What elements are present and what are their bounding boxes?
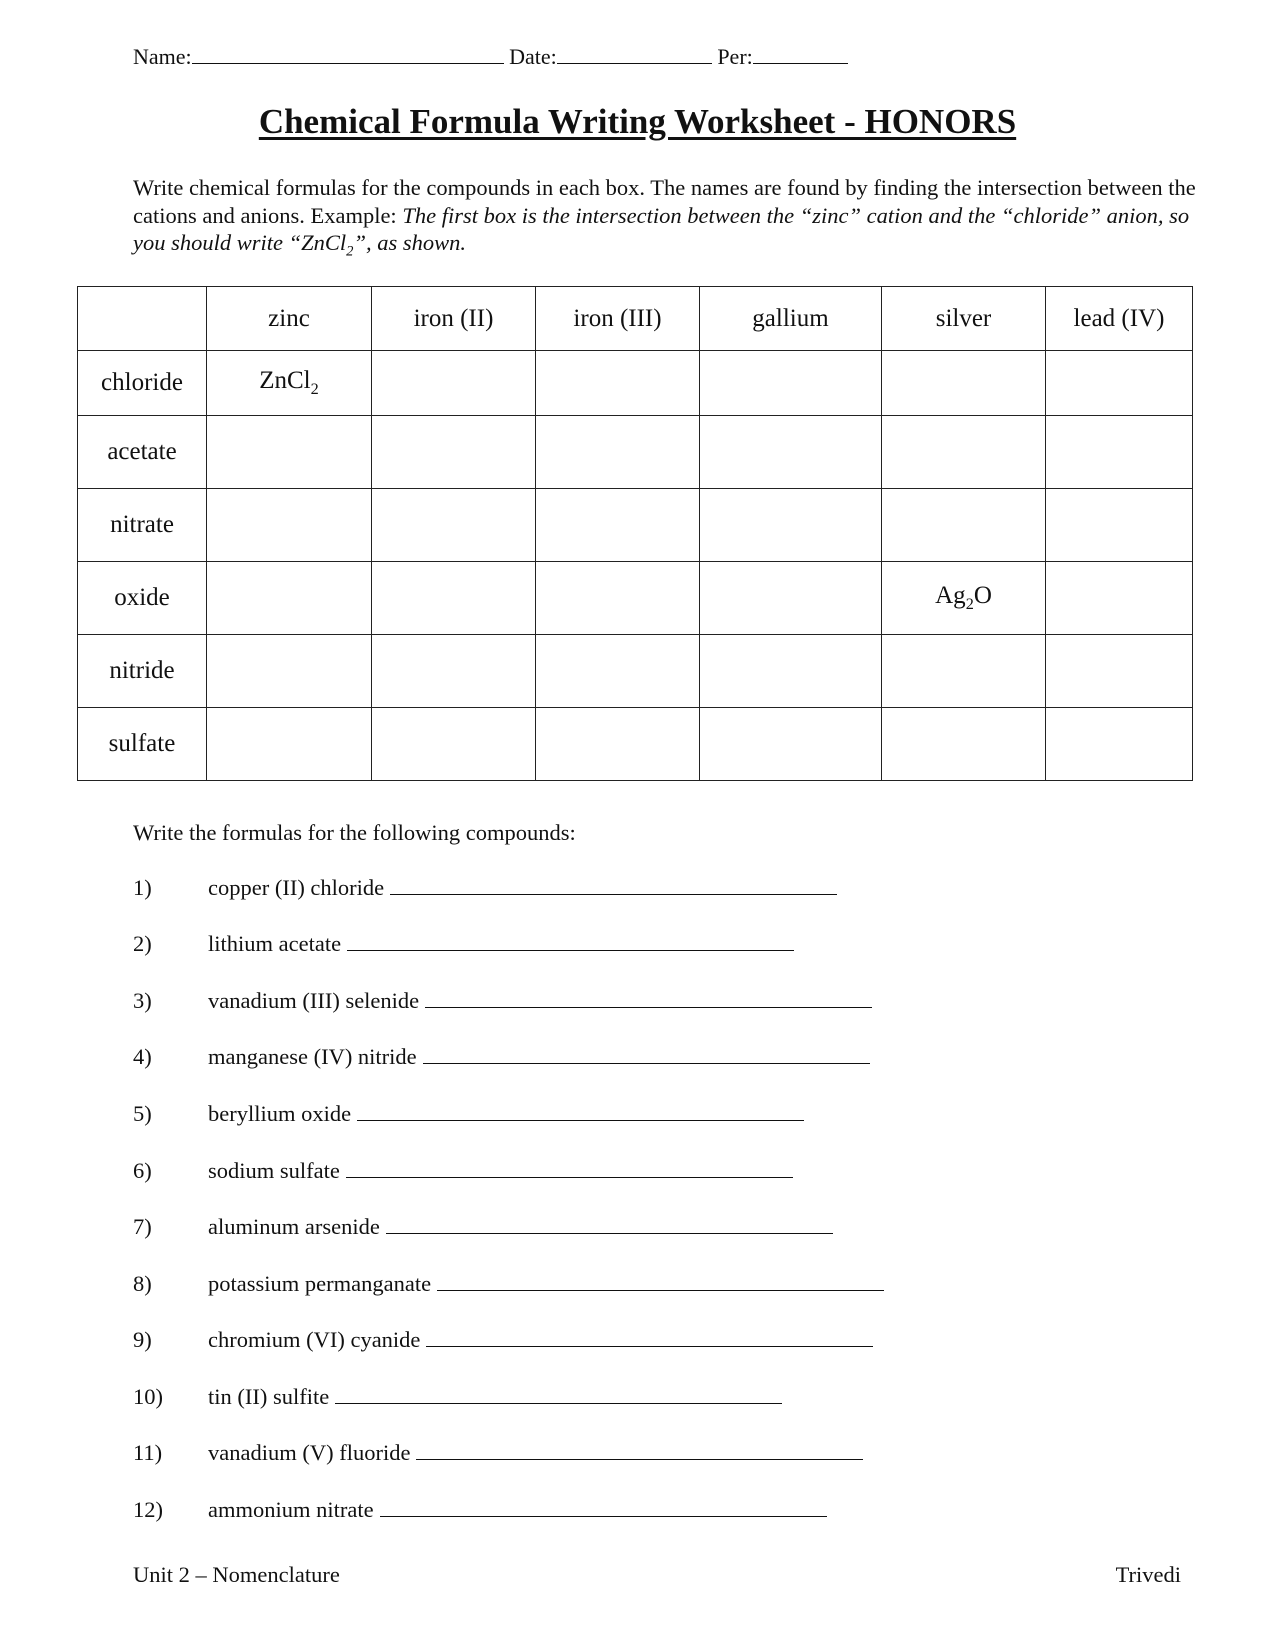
question-number: 9) [133, 1327, 152, 1352]
answer-cell[interactable] [207, 635, 372, 708]
formula-base: Ag [935, 582, 966, 609]
question-number: 7) [133, 1214, 152, 1239]
answer-cell[interactable] [1046, 562, 1193, 635]
name-field[interactable] [192, 44, 504, 64]
answer-line[interactable] [357, 1102, 804, 1121]
question-number: 8) [133, 1271, 152, 1296]
example-formula-ag2o [935, 582, 992, 613]
answer-line[interactable] [423, 1045, 870, 1064]
question-text: lithium acetate [208, 931, 342, 956]
name-label: Name: [133, 44, 192, 69]
question-number: 1) [133, 875, 152, 900]
cation-header: gallium [700, 287, 882, 351]
question-text: vanadium (V) fluoride [208, 1440, 411, 1465]
anion-label: chloride [78, 351, 207, 416]
answer-cell[interactable] [1046, 351, 1193, 416]
answer-cell[interactable] [700, 635, 882, 708]
corner-cell [78, 287, 207, 351]
list-item [133, 1497, 827, 1527]
table-row [78, 416, 1193, 489]
answer-line[interactable] [335, 1385, 782, 1404]
question-text: aluminum arsenide [208, 1214, 380, 1239]
header-fields [133, 44, 848, 70]
answer-cell[interactable] [207, 562, 372, 635]
question-number: 6) [133, 1158, 152, 1183]
answer-cell[interactable] [882, 708, 1046, 781]
answer-cell[interactable] [536, 562, 700, 635]
anion-label: nitrate [78, 489, 207, 562]
table-row [78, 351, 1193, 416]
answer-line[interactable] [425, 989, 872, 1008]
answer-cell[interactable] [536, 708, 700, 781]
per-label: Per: [717, 44, 753, 69]
list-item [133, 1101, 804, 1131]
answer-cell[interactable] [372, 562, 536, 635]
list-item [133, 1271, 884, 1301]
answer-line[interactable] [426, 1328, 873, 1347]
header-row [78, 287, 1193, 351]
formula-base: ZnCl [259, 367, 311, 394]
example-part2: ”, as shown. [353, 230, 467, 255]
footer-author: Trivedi [1115, 1562, 1181, 1587]
question-text: tin (II) sulfite [208, 1384, 330, 1409]
question-number: 3) [133, 988, 152, 1013]
answer-cell[interactable] [1046, 708, 1193, 781]
cation-header: iron (III) [536, 287, 700, 351]
table-row [78, 489, 1193, 562]
cation-header: zinc [207, 287, 372, 351]
answer-cell[interactable] [700, 416, 882, 489]
question-text: ammonium nitrate [208, 1497, 374, 1522]
answer-cell[interactable] [207, 416, 372, 489]
list-item [133, 1214, 833, 1244]
question-text: potassium permanganate [208, 1271, 432, 1296]
question-number: 10) [133, 1384, 163, 1409]
answer-line[interactable] [390, 876, 837, 895]
list-item [133, 1384, 782, 1414]
question-text: beryllium oxide [208, 1101, 352, 1126]
answer-cell[interactable] [207, 351, 372, 416]
instructions [133, 174, 1203, 266]
example-formula-zncl2 [259, 367, 319, 398]
question-number: 11) [133, 1440, 163, 1465]
footer-unit: Unit 2 – Nomenclature [133, 1562, 340, 1587]
formula-subscript: 2 [965, 595, 974, 613]
per-field[interactable] [753, 44, 848, 64]
date-label: Date: [509, 44, 557, 69]
answer-line[interactable] [347, 932, 794, 951]
answer-cell[interactable] [207, 489, 372, 562]
answer-line[interactable] [386, 1215, 833, 1234]
instruction-text: Write chemical formulas for the compounds in each box. The names are found by finding the intersection between the cations and anions. Example: [133, 175, 1196, 228]
date-field[interactable] [557, 44, 712, 64]
formula-grid [77, 286, 1193, 781]
list-item [133, 988, 872, 1018]
section-2-heading: Write the formulas for the following compounds: [133, 820, 576, 845]
answer-cell[interactable] [372, 708, 536, 781]
cation-header: silver [882, 287, 1046, 351]
answer-cell[interactable] [536, 351, 700, 416]
example-subscript: 2 [346, 243, 354, 260]
question-text: chromium (VI) cyanide [208, 1327, 421, 1352]
question-number: 5) [133, 1101, 152, 1126]
answer-cell[interactable] [372, 635, 536, 708]
answer-cell[interactable] [1046, 635, 1193, 708]
answer-cell[interactable] [882, 489, 1046, 562]
answer-cell[interactable] [1046, 416, 1193, 489]
answer-cell[interactable] [882, 635, 1046, 708]
answer-cell[interactable] [536, 489, 700, 562]
question-text: vanadium (III) selenide [208, 988, 420, 1013]
table-row [78, 635, 1193, 708]
answer-cell[interactable] [536, 416, 700, 489]
list-item [133, 1327, 873, 1357]
answer-cell[interactable] [700, 562, 882, 635]
table-row [78, 562, 1193, 635]
question-number: 4) [133, 1044, 152, 1069]
answer-line[interactable] [437, 1272, 884, 1291]
answer-cell[interactable] [536, 635, 700, 708]
answer-cell[interactable] [882, 416, 1046, 489]
answer-cell[interactable] [1046, 489, 1193, 562]
answer-cell[interactable] [700, 708, 882, 781]
answer-cell[interactable] [700, 489, 882, 562]
answer-cell[interactable] [882, 351, 1046, 416]
answer-cell[interactable] [207, 708, 372, 781]
anion-label: acetate [78, 416, 207, 489]
table-row [78, 708, 1193, 781]
answer-cell[interactable] [372, 416, 536, 489]
answer-cell[interactable] [372, 351, 536, 416]
answer-cell[interactable] [372, 489, 536, 562]
answer-cell[interactable] [882, 562, 1046, 635]
anion-label: oxide [78, 562, 207, 635]
page-title: Chemical Formula Writing Worksheet - HONORS [258, 102, 1017, 141]
question-number: 12) [133, 1497, 163, 1522]
question-number: 2) [133, 931, 152, 956]
answer-cell[interactable] [700, 351, 882, 416]
answer-line[interactable] [416, 1441, 863, 1460]
list-item [133, 1440, 863, 1470]
list-item [133, 875, 837, 905]
answer-line[interactable] [346, 1159, 793, 1178]
anion-label: sulfate [78, 708, 207, 781]
cation-header: iron (II) [372, 287, 536, 351]
answer-line[interactable] [380, 1498, 827, 1517]
cation-header: lead (IV) [1046, 287, 1193, 351]
example-part1: The first box is the intersection between the “zinc” cation and the “chloride” anion, so you should write “ZnCl [133, 202, 1190, 255]
question-text: copper (II) chloride [208, 875, 385, 900]
question-text: manganese (IV) nitride [208, 1044, 417, 1069]
list-item [133, 1044, 870, 1074]
anion-label: nitride [78, 635, 207, 708]
question-text: sodium sulfate [208, 1158, 340, 1183]
formula-tail: O [973, 582, 992, 609]
formula-subscript: 2 [310, 380, 319, 398]
list-item [133, 931, 794, 961]
list-item [133, 1158, 793, 1188]
